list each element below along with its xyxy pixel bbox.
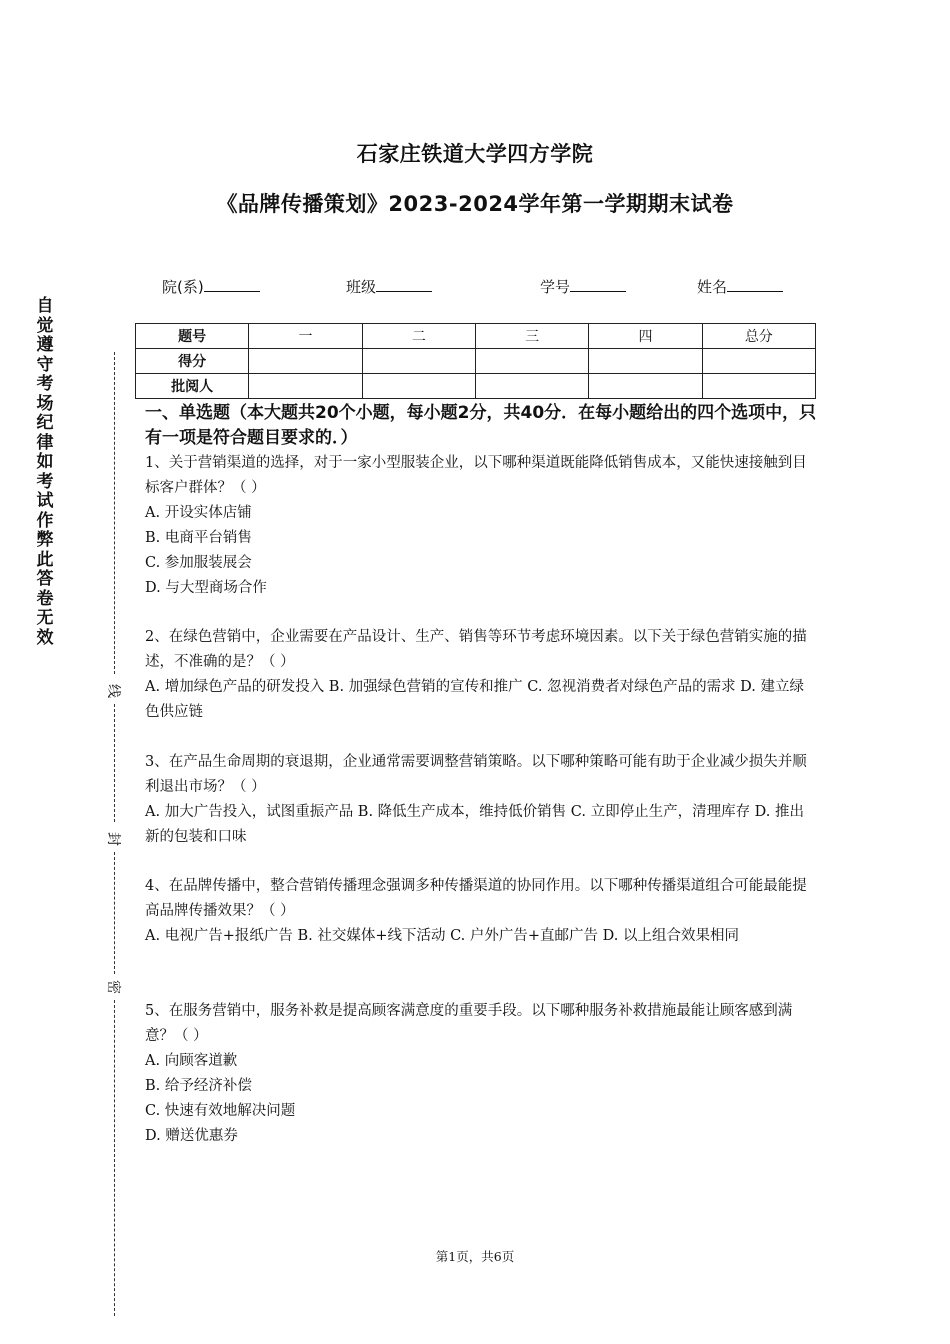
table-cell [362,349,475,374]
student-id-blank [570,277,626,292]
seal-dashed-line [114,1000,115,1316]
question-stem: 3、在产品生命周期的衰退期，企业通常需要调整营销策略。以下哪种策略可能有助于企业减少损失并顺利退出市场？（ ） [145,754,807,795]
department-field [162,276,260,297]
question-1 [145,451,813,601]
name-field [697,276,783,297]
exam-title: 《品牌传播策划》2023-2024学年第一学期期末试卷 [216,192,734,216]
department-blank [204,277,260,292]
question-3 [145,750,813,850]
question-4 [145,874,813,949]
seal-line-label: 线 [104,683,124,699]
table-cell: 二 [362,324,475,349]
score-table-row [136,349,816,374]
option-d: D. 与大型商场合作 [145,580,267,596]
question-2 [145,625,813,725]
table-cell [475,374,588,399]
question-5 [145,999,813,1149]
option-c: C. 快速有效地解决问题 [145,1103,296,1119]
name-blank [727,277,783,292]
question-options: A. 电视广告+报纸广告 B. 社交媒体+线下活动 C. 户外广告+直邮广告 D. 以上组合效果相同 [145,928,739,944]
score-table-row [136,374,816,399]
student-id-label: 学号 [540,278,571,296]
class-field [346,276,432,297]
table-cell: 总分 [702,324,815,349]
question-options: A. 加大广告投入，试图重振产品 B. 降低生产成本，维持低价销售 C. 立即停止生产，清理库存 D. 推出新的包装和口味 [145,804,805,845]
table-cell: 四 [589,324,702,349]
score-table [135,323,816,399]
table-cell: 得分 [136,349,249,374]
option-d: D. 赠送优惠券 [145,1128,238,1144]
table-cell [589,374,702,399]
table-cell [362,374,475,399]
question-stem: 4、在品牌传播中，整合营销传播理念强调多种传播渠道的协同作用。以下哪种传播渠道组合可能最能提高品牌传播效果？（ ） [145,878,807,919]
table-cell [249,349,362,374]
score-table-row [136,324,816,349]
student-id-field [540,276,626,297]
seal-dashed-line [114,704,115,822]
name-label: 姓名 [697,278,728,296]
table-cell: 题号 [136,324,249,349]
question-stem: 2、在绿色营销中，企业需要在产品设计、生产、销售等环节考虑环境因素。以下关于绿色营销实施的描述，不准确的是？（ ） [145,629,807,670]
table-cell: 三 [475,324,588,349]
class-blank [376,277,432,292]
exam-discipline-notice: 自觉遵守考场纪律如考试作弊此答卷无效 [36,296,54,648]
table-cell [589,349,702,374]
page-number: 第1页，共6页 [435,1249,515,1264]
department-label: 院(系) [162,278,204,296]
class-label: 班级 [346,278,377,296]
table-cell [249,374,362,399]
question-stem: 1、关于营销渠道的选择，对于一家小型服装企业，以下哪种渠道既能降低销售成本，又能快速接触到目标客户群体？（ ） [145,455,807,496]
question-stem: 5、在服务营销中，服务补救是提高顾客满意度的重要手段。以下哪种服务补救措施最能让顾客感到满意？（ ） [145,1003,793,1044]
option-a: A. 向顾客道歉 [145,1053,238,1069]
seal-dashed-line [114,852,115,974]
question-options: A. 增加绿色产品的研发投入 B. 加强绿色营销的宣传和推广 C. 忽视消费者对绿色产品的需求 D. 建立绿色供应链 [145,679,805,720]
seal-dashed-line [114,352,115,674]
table-cell: 批阅人 [136,374,249,399]
option-b: B. 电商平台销售 [145,530,252,546]
table-cell [475,349,588,374]
table-cell [702,374,815,399]
seal-seal-label: 封 [104,831,124,847]
school-name: 石家庄铁道大学四方学院 [356,142,594,166]
table-cell [702,349,815,374]
seal-close-label: 密 [104,979,124,995]
table-cell: 一 [249,324,362,349]
option-b: B. 给予经济补偿 [145,1078,252,1094]
section-heading: 一、单选题（本大题共20个小题，每小题2分，共40分．在每小题给出的四个选项中，只有一项是符合题目要求的．） [145,403,817,448]
option-a: A. 开设实体店铺 [145,505,252,521]
option-c: C. 参加服装展会 [145,555,252,571]
